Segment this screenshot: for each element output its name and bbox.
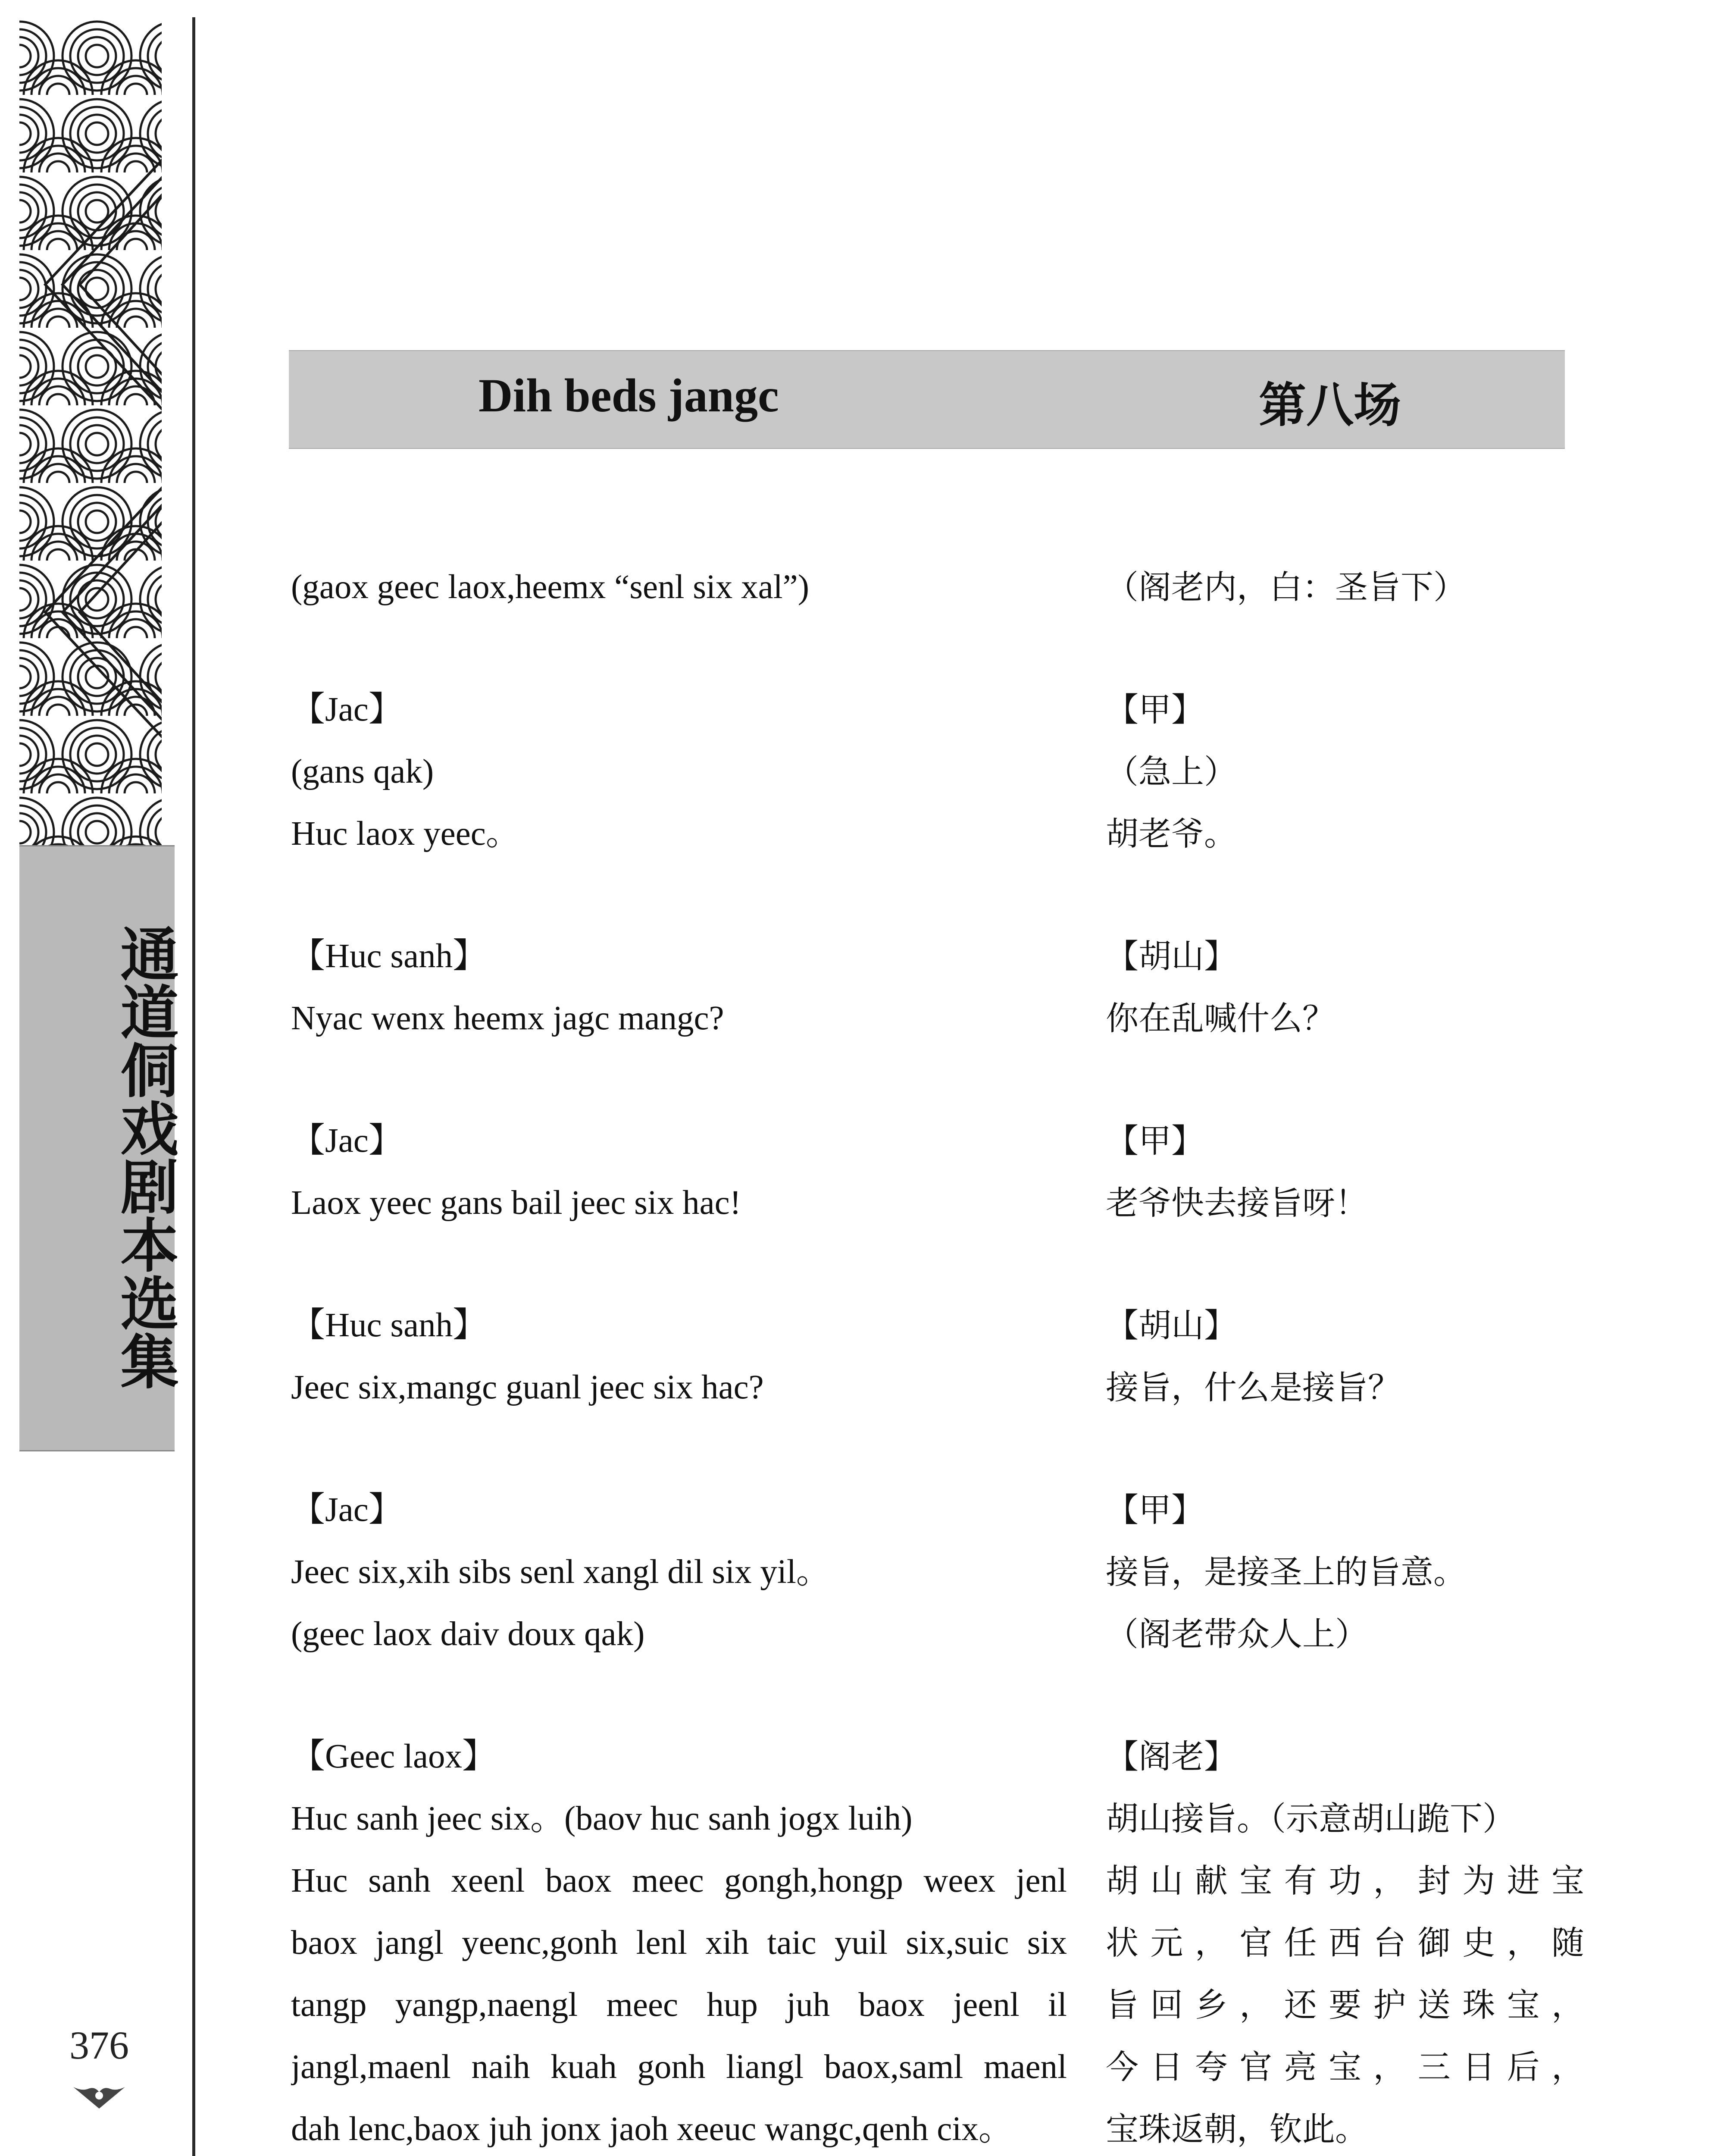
text-line: baox jangl yeenc,gonh lenl xih taic yuil six,suic six <box>291 1924 1067 1962</box>
speaker-label: 【甲】 <box>1106 1122 1204 1160</box>
text-line: 状元，官任西台御史，随 <box>1106 1924 1584 1962</box>
text-line: Huc laox yeec。 <box>291 815 520 852</box>
dialogue-block <box>291 679 1067 865</box>
text-line: 旨回乡，还要护送珠宝， <box>1106 1986 1584 2024</box>
dong-text-column <box>291 556 1067 2156</box>
text-line: 你在乱喊什么？ <box>1106 999 1335 1037</box>
text-line: 老爷快去接旨呀！ <box>1106 1184 1368 1222</box>
speaker-label: 【Jac】 <box>291 1491 403 1529</box>
speaker-label: 【Huc sanh】 <box>291 937 487 975</box>
dialogue-block <box>1106 1110 1584 1234</box>
dialogue-block <box>1106 1479 1584 1665</box>
stage-direction <box>291 556 1067 618</box>
dialogue-block <box>1106 1726 1584 2156</box>
text-line: dah lenc,baox juh jonx jaoh xeeuc wangc,qenh cix。 <box>291 2110 1013 2148</box>
text-line: (gaox geec laox,heemx “senl six xal”) <box>291 568 810 606</box>
text-line: Laox yeec gans bail jeec six hac! <box>291 1184 741 1222</box>
speaker-label: 【胡山】 <box>1106 937 1237 975</box>
scene-heading-dong: Dih beds jangc <box>479 369 779 422</box>
dialogue-block <box>1106 1294 1584 1419</box>
text-line: 接旨，什么是接旨？ <box>1106 1368 1401 1407</box>
scene-heading-chinese: 第八场 <box>1259 377 1401 433</box>
stage-direction-line: （阁老带众人上） <box>1106 1615 1368 1653</box>
text-line: 胡山接旨。（示意胡山跪下） <box>1106 1799 1515 1838</box>
dialogue-block <box>291 1479 1067 1665</box>
speaker-label: 【甲】 <box>1106 690 1204 729</box>
book-title: 通道侗戏剧本选集 <box>111 924 179 1390</box>
text-line: Nyac wenx heemx jagc mangc? <box>291 1000 724 1037</box>
stage-direction-line: （急上） <box>1106 752 1237 791</box>
text-line: 接旨，是接圣上的旨意。 <box>1106 1553 1466 1591</box>
page-number: 376 <box>69 2023 129 2067</box>
text-line: Jeec six,xih sibs senl xangl dil six yil。 <box>291 1553 830 1591</box>
speaker-label: 【Jac】 <box>291 1122 403 1159</box>
speaker-label: 【Geec laox】 <box>291 1738 497 1775</box>
dialogue-block <box>291 925 1067 1050</box>
text-line: 胡山献宝有功，封为进宝 <box>1106 1861 1584 1900</box>
page-ornament-icon <box>69 2083 129 2113</box>
text-line: Huc sanh xeenl baox meec gongh,hongp weex jenl <box>291 1862 1067 1899</box>
text-line: tangp yangp,naengl meec hup juh baox jeenl il <box>291 1986 1067 2024</box>
text-line: Jeec six,mangc guanl jeec six hac? <box>291 1369 764 1406</box>
speaker-label: 【甲】 <box>1106 1491 1204 1529</box>
text-line: jangl,maenl naih kuah gonh liangl baox,saml maenl <box>291 2048 1067 2086</box>
dialogue-block <box>291 1294 1067 1419</box>
dialogue-block <box>1106 679 1584 865</box>
speaker-label: 【阁老】 <box>1106 1737 1237 1776</box>
dialogue-block <box>291 1110 1067 1234</box>
speaker-label: 【Jac】 <box>291 691 403 728</box>
text-line: 今日夸官亮宝，三日后， <box>1106 2048 1584 2086</box>
stage-direction <box>1106 556 1584 618</box>
dialogue-block <box>291 1726 1067 2156</box>
scene-heading-banner <box>289 350 1565 449</box>
sidebar-book-title-panel <box>19 845 179 1451</box>
speaker-label: 【Huc sanh】 <box>291 1307 487 1344</box>
stage-direction-line: (geec laox daiv doux qak) <box>291 1615 645 1653</box>
dialogue-block <box>1106 925 1584 1050</box>
stage-direction-line: (gans qak) <box>291 753 434 790</box>
chinese-text-column <box>1106 556 1584 2156</box>
text-line: （阁老内，白：圣旨下） <box>1106 568 1466 606</box>
margin-rule <box>192 17 195 2156</box>
speaker-label: 【胡山】 <box>1106 1306 1237 1344</box>
text-line: Huc sanh jeec six。(baov huc sanh jogx luih) <box>291 1800 913 1837</box>
text-line: 宝珠返朝，钦此。 <box>1106 2110 1368 2148</box>
text-line: 胡老爷。 <box>1106 815 1237 853</box>
